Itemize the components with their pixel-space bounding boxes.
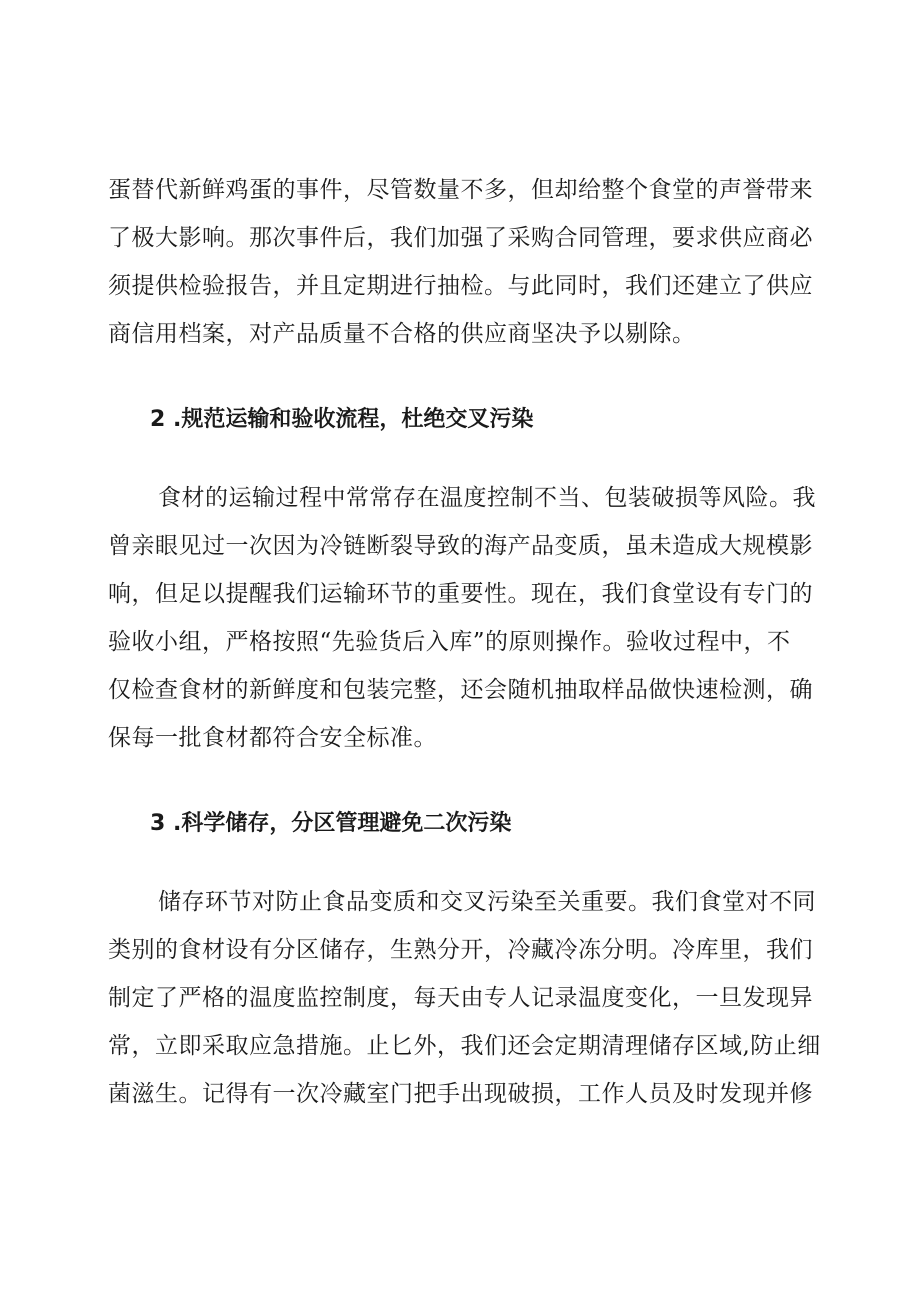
paragraph-3-line-5: 菌滋生。记得有一次冷藏室门把手出现破损，工作人员及时发现并修 xyxy=(108,1081,813,1107)
section-heading-2: 2 .规范运输和验收流程，杜绝交叉污染 xyxy=(150,407,534,432)
paragraph-1-line-4: 商信用档案，对产品质量不合格的供应商坚决予以剔除。 xyxy=(108,321,696,347)
paragraph-2-line-6: 保每一批食材都符合安全标准。 xyxy=(108,725,437,751)
section-heading-3: 3 .科学储存，分区管理避免二次污染 xyxy=(150,811,512,836)
paragraph-1-line-3: 须提供检验报告，并且定期进行抽检。与此同时，我们还建立了供应 xyxy=(108,273,813,299)
paragraph-3-line-3: 制定了严格的温度监控制度，每天由专人记录温度变化，一旦发现异 xyxy=(108,985,813,1011)
paragraph-2-line-2: 曾亲眼见过一次因为冷链断裂导致的海产品变质，虽未造成大规模影 xyxy=(108,533,813,559)
paragraph-3-line-1: 储存环节对防止食品变质和交叉污染至关重要。我们食堂对不同 xyxy=(158,889,816,915)
paragraph-3-line-2: 类别的食材设有分区储存，生熟分开，冷藏冷冻分明。冷库里，我们 xyxy=(108,937,813,963)
paragraph-3-line-4: 常，立即采取应急措施。止匕外，我们还会定期清理储存区域,防止细 xyxy=(108,1033,821,1059)
paragraph-1-line-1: 蛋替代新鲜鸡蛋的事件，尽管数量不多，但却给整个食堂的声誉带来 xyxy=(108,177,813,203)
paragraph-2-line-1: 食材的运输过程中常常存在温度控制不当、包装破损等风险。我 xyxy=(158,485,816,511)
paragraph-2-line-4: 验收小组，严格按照“先验货后入库”的原则操作。验收过程中，不 xyxy=(108,629,791,655)
paragraph-2-line-3: 响，但足以提醒我们运输环节的重要性。现在，我们食堂设有专门的 xyxy=(108,581,813,607)
paragraph-1-line-2: 了极大影响。那次事件后，我们加强了采购合同管理，要求供应商必 xyxy=(108,225,813,251)
paragraph-2-line-5: 仅检查食材的新鲜度和包装完整，还会随机抽取样品做快速检测，确 xyxy=(108,677,813,703)
